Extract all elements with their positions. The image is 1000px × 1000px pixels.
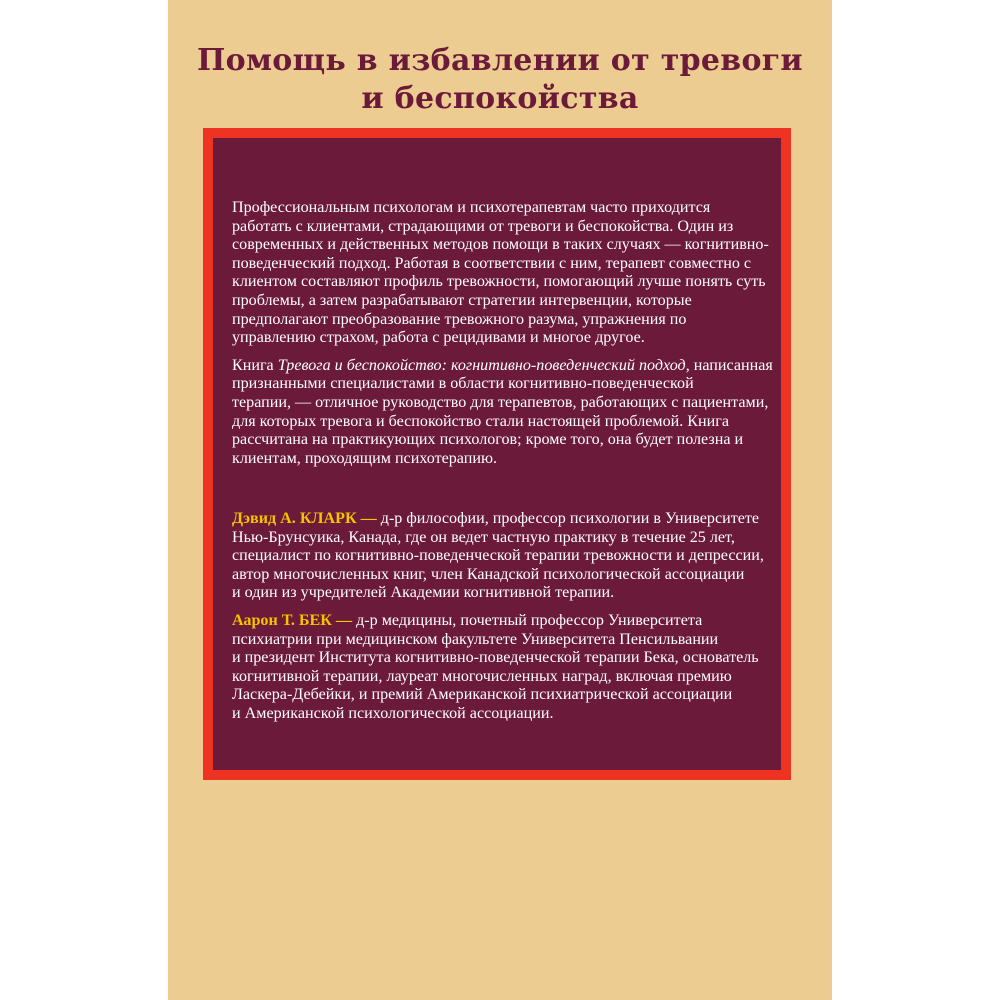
text-line: автор многочисленных книг, член Канадской психологической ассоциации	[232, 565, 745, 583]
book-back-cover	[168, 0, 832, 1000]
author-bio-beck	[232, 612, 792, 724]
cover-title	[168, 42, 832, 118]
text-line: специалист по когнитивно-поведенческой терапии тревожности и депрессии,	[232, 547, 764, 565]
text-line: психиатрии при медицинском факультете Университета Пенсильвании	[232, 630, 719, 648]
text-line: управлению страхом, работа с рецидивами и многое другое.	[232, 329, 645, 347]
text-line: и президент Института когнитивно-поведенческой терапии Бека, основатель	[232, 649, 759, 667]
text-line: и Американской психологической ассоциации.	[232, 704, 554, 722]
book-suffix: , написанная	[685, 356, 773, 374]
text-line: работать с клиентами, страдающими от тревоги и беспокойства. Один из	[232, 217, 734, 235]
text-line	[232, 357, 792, 376]
text-line: Нью-Брунсуика, Канада, где он ведет частную практику в течение 25 лет,	[232, 528, 735, 546]
red-frame	[203, 128, 791, 780]
text-line: для которых тревога и беспокойство стали настоящей проблемой. Книга	[232, 412, 729, 430]
text-line: и один из учредителей Академии когнитивной терапии.	[232, 584, 615, 602]
text-line: клиентам, проходящим психотерапию.	[232, 449, 498, 467]
author-name-beck: Аарон Т. БЕК —	[232, 611, 353, 629]
cover-title-line-1: Помощь в избавлении от тревоги	[197, 43, 803, 78]
text-line: Ласкера-Дебейки, и премий Американской психиатрической ассоциации	[232, 686, 733, 704]
text-line: терапии, — отличное руководство для терапевтов, работающих с пациентами,	[232, 393, 769, 411]
text-line: когнитивной терапии, лауреат многочисленных наград, включая премию	[232, 667, 732, 685]
text-line: современных и действенных методов помощи в таких случаях — когнитивно-	[232, 236, 769, 254]
author-name-clark: Дэвид А. КЛАРК —	[232, 510, 377, 527]
author-bios	[232, 510, 792, 733]
text-line: признанными специалистами в области когнитивно-поведенческой	[232, 375, 694, 393]
book-prefix: Книга	[232, 356, 278, 374]
description-paragraph-1	[232, 199, 792, 348]
text-line: рассчитана на практикующих психологов; кроме того, она будет полезна и	[232, 431, 744, 449]
author-bio-clark	[232, 510, 792, 603]
author-bio-text: д-р медицины, почетный профессор Университета	[352, 611, 703, 629]
text-line: клиентом составляют профиль тревожности, помогающий лучше понять суть	[232, 273, 766, 291]
text-line: проблемы, а затем разрабатывают стратегии интервенции, которые	[232, 291, 692, 309]
text-line: предполагают преобразование тревожного разума, упражнения по	[232, 310, 687, 328]
description-paragraph-2	[232, 357, 792, 469]
book-title-italic: Тревога и беспокойство: когнитивно-поведенческий подход	[277, 356, 686, 374]
text-line	[232, 510, 792, 529]
text-line: поведенческий подход. Работая в соответствии с ним, терапевт совместно с	[232, 254, 752, 272]
text-line	[232, 612, 792, 631]
book-description	[232, 199, 792, 477]
description-panel	[213, 138, 781, 770]
text-line: Профессиональным психологам и психотерапевтам часто приходится	[232, 199, 711, 216]
cover-title-line-2: и беспокойства	[361, 81, 639, 116]
author-bio-text: д-р философии, профессор психологии в Университете	[376, 510, 760, 527]
